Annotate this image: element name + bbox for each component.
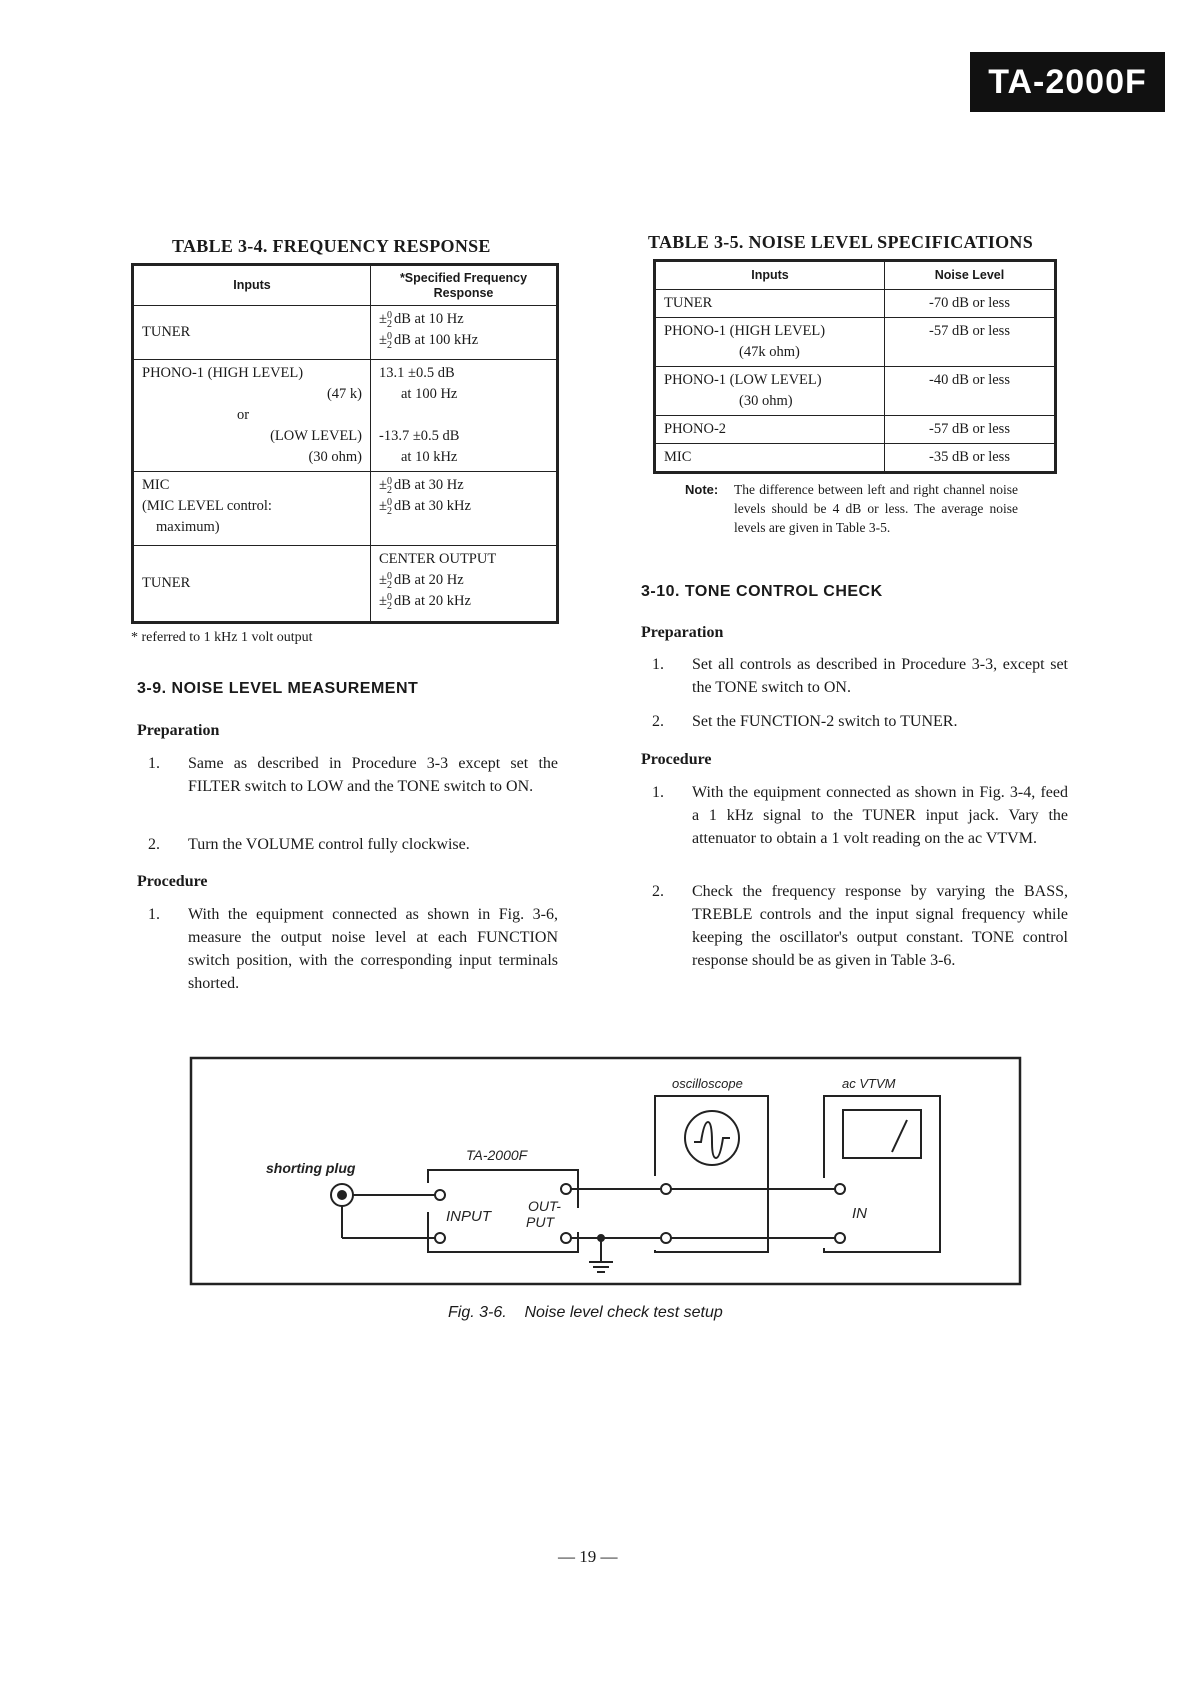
response-value: -13.7 ±0.5 dB (379, 428, 460, 444)
item-text: Same as described in Procedure 3-3 except set the FILTER switch to LOW and the TONE switch to ON. (188, 755, 558, 795)
row-input-sub: maximum) (156, 519, 220, 535)
item-number: 1. (652, 784, 664, 801)
row-input-sub: (MIC LEVEL control: (142, 498, 272, 514)
item-text: Set all controls as described in Procedure 3-3, except set the TONE switch to ON. (692, 656, 1068, 696)
model-badge: TA-2000F (970, 52, 1165, 112)
response-value: at 10 kHz (401, 449, 458, 465)
item-number: 1. (148, 906, 160, 923)
item-text: With the equipment connected as shown in Fig. 3-4, feed a 1 kHz signal to the TUNER input jack. Vary the attenuator to obtain a 1 volt reading on the ac VTVM. (692, 784, 1068, 847)
noise-value: -40 dB or less (929, 372, 1010, 388)
procedure-heading: Procedure (641, 751, 712, 768)
table-footnote: * referred to 1 kHz 1 volt output (131, 630, 313, 645)
output-label-1: OUT- (528, 1198, 561, 1214)
noise-value: -57 dB or less (929, 323, 1010, 339)
vtvm-box (824, 1096, 940, 1252)
plus-minus: ± 0 2 (379, 496, 392, 517)
item-number: 1. (148, 755, 160, 772)
section-3-9-heading: 3-9. NOISE LEVEL MEASUREMENT (137, 680, 419, 697)
note-text: The difference between left and right channel noise levels should be 4 dB or less. The average noise levels are given in Table 3-5. (734, 482, 1018, 535)
oscilloscope-box (655, 1096, 768, 1252)
item-number: 2. (652, 883, 664, 900)
row-input-sub: (LOW LEVEL) (270, 428, 362, 444)
noise-value: -70 dB or less (929, 295, 1010, 311)
plus-minus: ± 0 2 (379, 475, 392, 496)
shorting-plug-label: shorting plug (266, 1160, 356, 1176)
response-value: 13.1 ±0.5 dB (379, 365, 455, 381)
page-number: — 19 — (558, 1547, 618, 1566)
plus-minus: ± 0 2 (379, 309, 392, 330)
table-3-4-title: TABLE 3-4. FREQUENCY RESPONSE (172, 236, 491, 256)
row-input: TUNER (664, 295, 713, 311)
response-value: CENTER OUTPUT (379, 551, 497, 567)
item-number: 2. (652, 713, 664, 730)
item-text: Check the frequency response by varying the BASS, TREBLE controls and the input signal frequency while keeping the oscillator's output constant. TONE control response should be as given in Table 3-6. (692, 883, 1068, 969)
row-input: PHONO-2 (664, 421, 727, 437)
response-value: dB at 100 kHz (393, 332, 479, 348)
plus-minus: ± 0 2 (379, 570, 392, 591)
preparation-heading: Preparation (641, 624, 724, 641)
table-header-inputs: Inputs (656, 262, 885, 290)
row-input-or: or (237, 407, 250, 423)
meter-needle (892, 1120, 907, 1152)
vtvm-label: ac VTVM (842, 1076, 896, 1091)
preparation-heading: Preparation (137, 722, 220, 739)
note-label: Note: (685, 482, 719, 497)
output-label-2: PUT (526, 1214, 554, 1230)
row-input-sub: (30 ohm) (739, 393, 793, 409)
response-value: at 100 Hz (401, 386, 458, 402)
table-header-response: *Specified Frequency Response (371, 266, 557, 306)
procedure-heading: Procedure (137, 873, 208, 890)
item-text: With the equipment connected as shown in Fig. 3-6, measure the output noise level at each FUNCTION switch position, with the corresponding input terminals shorted. (188, 906, 558, 992)
table-3-5-title: TABLE 3-5. NOISE LEVEL SPECIFICATIONS (648, 232, 1034, 252)
row-input: PHONO-1 (LOW LEVEL) (664, 372, 822, 388)
plus-minus: ± 0 2 (379, 591, 392, 612)
plus-minus: ± 0 2 (379, 330, 392, 351)
item-number: 2. (148, 836, 160, 853)
row-input-sub: (30 ohm) (308, 449, 362, 465)
row-input: TUNER (142, 575, 191, 591)
row-input: PHONO-1 (HIGH LEVEL) (664, 323, 826, 339)
row-input-sub: (47k ohm) (739, 344, 800, 360)
row-input: MIC (664, 449, 692, 465)
shorting-plug-center (338, 1191, 346, 1199)
response-value: dB at 20 kHz (393, 593, 471, 609)
response-value: dB at 10 Hz (393, 311, 464, 327)
figure-caption: Fig. 3-6. Noise level check test setup (448, 1304, 723, 1321)
item-text: Turn the VOLUME control fully clockwise. (188, 836, 470, 853)
input-label: INPUT (446, 1208, 491, 1225)
row-input: TUNER (142, 324, 191, 340)
response-value: dB at 20 Hz (393, 572, 464, 588)
amplifier-label: TA-2000F (466, 1147, 528, 1163)
item-number: 1. (652, 656, 664, 673)
oscilloscope-label: oscilloscope (672, 1076, 743, 1091)
row-input: PHONO-1 (HIGH LEVEL) (142, 365, 304, 381)
section-3-10-heading: 3-10. TONE CONTROL CHECK (641, 583, 883, 600)
response-value: dB at 30 Hz (393, 477, 464, 493)
vtvm-meter (843, 1110, 921, 1158)
vtvm-input-label: IN (852, 1205, 867, 1222)
noise-value: -57 dB or less (929, 421, 1010, 437)
response-value: dB at 30 kHz (393, 498, 471, 514)
table-header-inputs: Inputs (134, 266, 371, 306)
sine-wave-icon (694, 1122, 730, 1158)
noise-value: -35 dB or less (929, 449, 1010, 465)
item-text: Set the FUNCTION-2 switch to TUNER. (692, 713, 958, 730)
table-header-noise: Noise Level (885, 262, 1055, 290)
row-input: MIC (142, 477, 170, 493)
row-input-sub: (47 k) (326, 386, 362, 402)
